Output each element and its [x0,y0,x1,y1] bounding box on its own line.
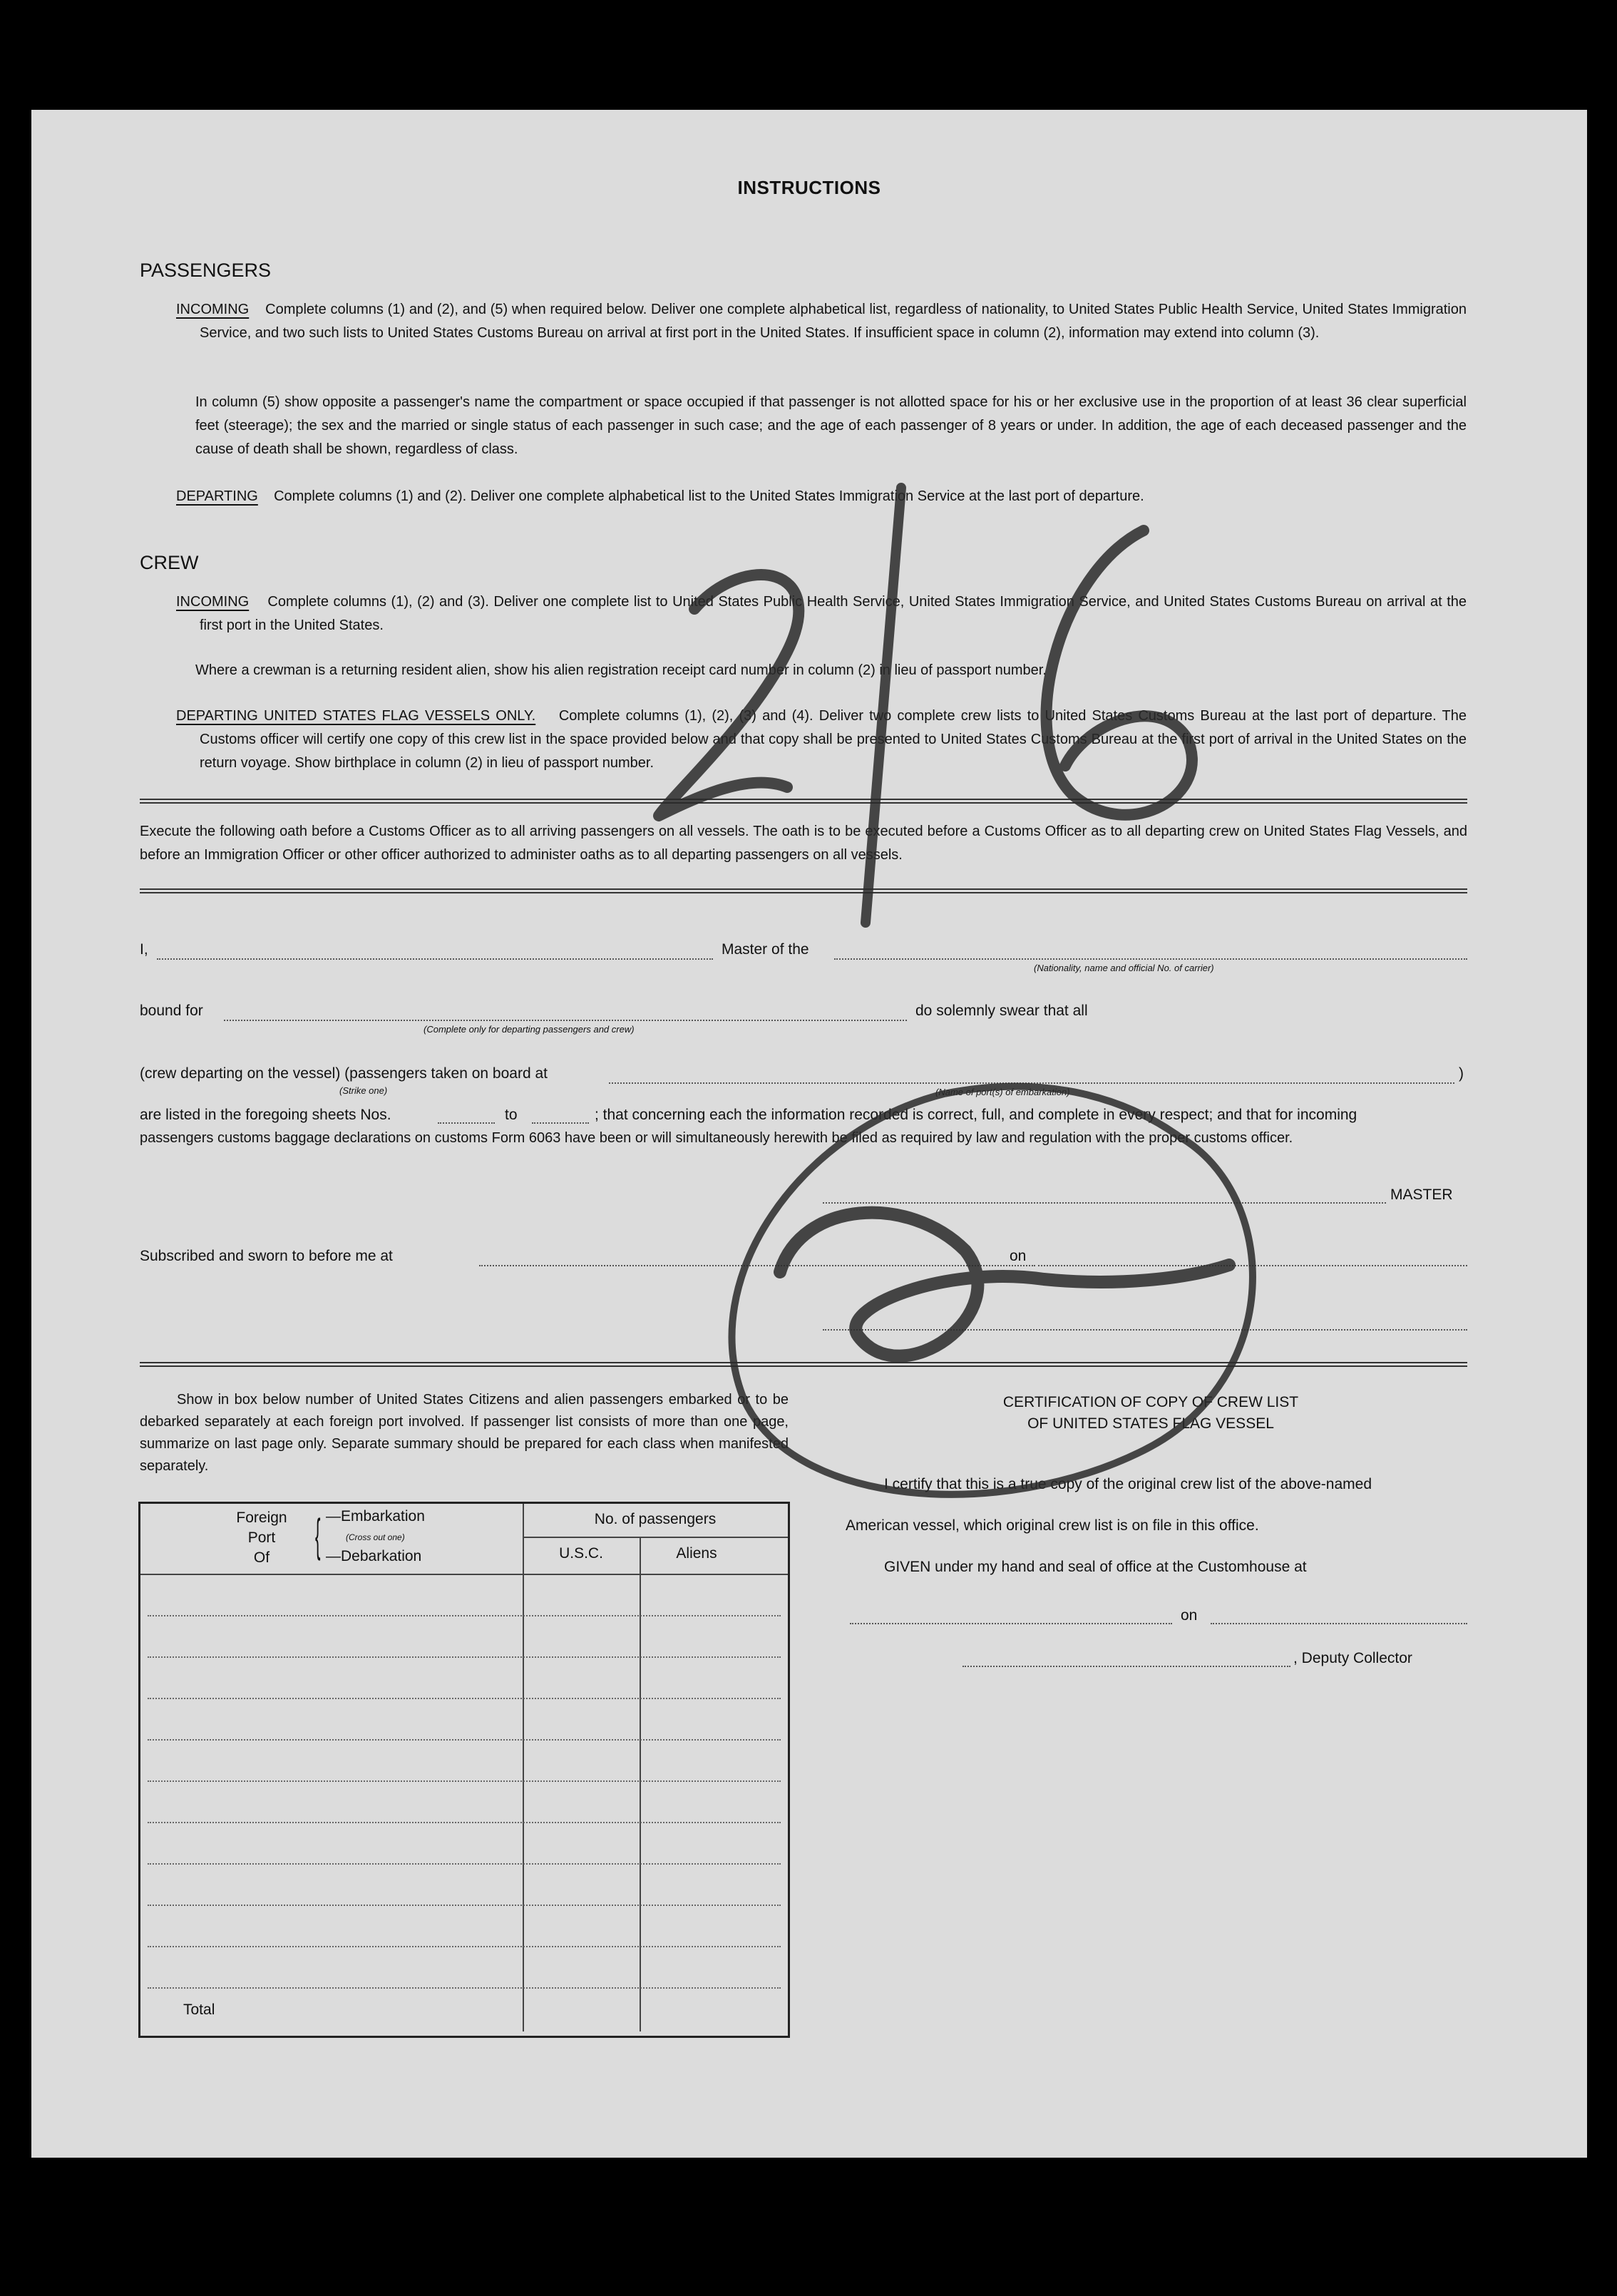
listed-suffix: ; that concerning each the information recorded is correct, full, and complete in every respect; and that for incoming [595,1107,1357,1123]
listed-prefix: are listed in the foregoing sheets Nos. [140,1107,391,1123]
summary-instruction: Show in box below number of United States Citizens and alien passengers embarked or to be debarked separately at each foreign port involved. If passenger list consists of more than one page, summarize on last page only. Separate summary should be prepared for each class when manifested separately. [140,1392,789,1474]
crew-incoming-label: INCOMING [176,594,250,610]
bound-for-label: bound for [140,1003,203,1019]
debarkation-label: —Debarkation [326,1548,422,1564]
to-label: to [505,1107,518,1123]
nationality-note: (Nationality, name and official No. of carrier) [1034,963,1214,973]
oath-instruction: Execute the following oath before a Customs Officer as to all arriving passengers on all vessels. The oath is to be executed before a Customs Officer as to all departing crew on United States Flag Vessels, and before an Immigration Officer or other officer authorized to administer oaths as to all departing passengers on all vessels. [140,824,1467,863]
passengers-incoming-text: Complete columns (1) and (2), and (5) when required below. Deliver one complete alphabetical list, regardless of nationality, to United States Public Health Service, United States Immigration Service, and two such lists to United States Customs Bureau on arrival at first port in the United States. If insufficient space in column (2), information may extend into column (3). [200,302,1467,341]
certify-line-1: I certify that this is a true copy of the original crew list of the above-named [884,1476,1372,1492]
oath-i-label: I, [140,941,148,958]
passengers-incoming-label: INCOMING [176,302,250,317]
crew-heading: CREW [140,552,199,573]
page-title: INSTRUCTIONS [737,177,881,198]
strike-one-note: (Strike one) [339,1085,388,1096]
embarkation-label: —Embarkation [326,1508,425,1524]
total-label: Total [183,2002,215,2018]
form-page [31,110,1587,2158]
crew-passengers-label: (crew departing on the vessel) (passengers taken on board at [140,1065,548,1082]
handwritten-marks [31,110,1587,2158]
no-of-passengers-header: No. of passengers [594,1511,717,1527]
foreign-port-of-label: Foreign Port Of [236,1510,287,1566]
given-line: GIVEN under my hand and seal of office at the Customhouse at [884,1559,1307,1575]
listed-rest: passengers customs baggage declarations on customs Form 6063 have been or will simultaneously herewith be filed as required by law and regulation with the proper customs officer. [140,1130,1293,1146]
certification-on-label: on [1181,1607,1198,1624]
crew-incoming-text: Complete columns (1), (2) and (3). Deliver one complete list to United States Public Health Service, United States Immigration Service, and United States Customs Bureau on arrival at the first port in the United States. [200,594,1467,633]
complete-only-note: (Complete only for departing passengers and crew) [423,1024,635,1035]
certify-line-2: American vessel, which original crew list is on file in this office. [846,1517,1259,1534]
close-paren: ) [1459,1065,1464,1082]
handwritten-digit-6 [1047,531,1192,815]
deputy-collector-label: , Deputy Collector [1293,1650,1412,1666]
handwritten-digit-1 [866,488,901,923]
crew-crewman-paragraph: Where a crewman is a returning resident alien, show his alien registration receipt card number in column (2) in lieu of passport number. [195,662,1047,678]
subscribed-label: Subscribed and sworn to before me at [140,1248,393,1264]
handwritten-digit-2 [659,575,799,816]
solemnly-swear-label: do solemnly swear that all [915,1003,1088,1019]
sworn-on-label: on [1010,1248,1027,1264]
handwritten-digit-2-bottom [780,1213,1229,1356]
master-label: MASTER [1390,1187,1453,1203]
aliens-header: Aliens [676,1545,717,1562]
passengers-departing-label: DEPARTING [176,488,258,504]
master-of-the-label: Master of the [722,941,809,958]
brace-icon: { [314,1510,321,1561]
ports-note: (Name of port(s) of embarkation) [935,1087,1070,1097]
crew-departing-text: Complete columns (1), (2), (3) and (4). Deliver two complete crew lists to United States Customs Bureau at the last port of departure. The Customs officer will certify one copy of this crew list in the space provided below and that copy shall be presented to United States Customs Bureau at the first port of arrival in the United States on the return voyage. Show birthplace in column (2) in lieu of passport number. [200,708,1467,771]
usc-header: U.S.C. [559,1545,603,1562]
crew-departing-label: DEPARTING UNITED STATES FLAG VESSELS ONLY. [176,708,536,724]
certification-title: CERTIFICATION OF COPY OF CREW LIST OF UNITED STATES FLAG VESSEL [1002,1394,1299,1432]
handwritten-circle [732,1087,1253,1495]
cross-out-note: (Cross out one) [346,1532,405,1542]
passengers-departing-text: Complete columns (1) and (2). Deliver one complete alphabetical list to the United States Immigration Service at the last port of departure. [274,488,1144,504]
passengers-column5-paragraph: In column (5) show opposite a passenger's name the compartment or space occupied if that passenger is not allotted space for his or her exclusive use in the proportion of at least 36 clear superficial feet (steerage); the sex and the married or single status of each passenger in such case; and the age of each passenger of 8 years or under. In addition, the age of each deceased passenger and the cause of death shall be shown, regardless of class. [195,394,1467,457]
passengers-heading: PASSENGERS [140,260,272,281]
